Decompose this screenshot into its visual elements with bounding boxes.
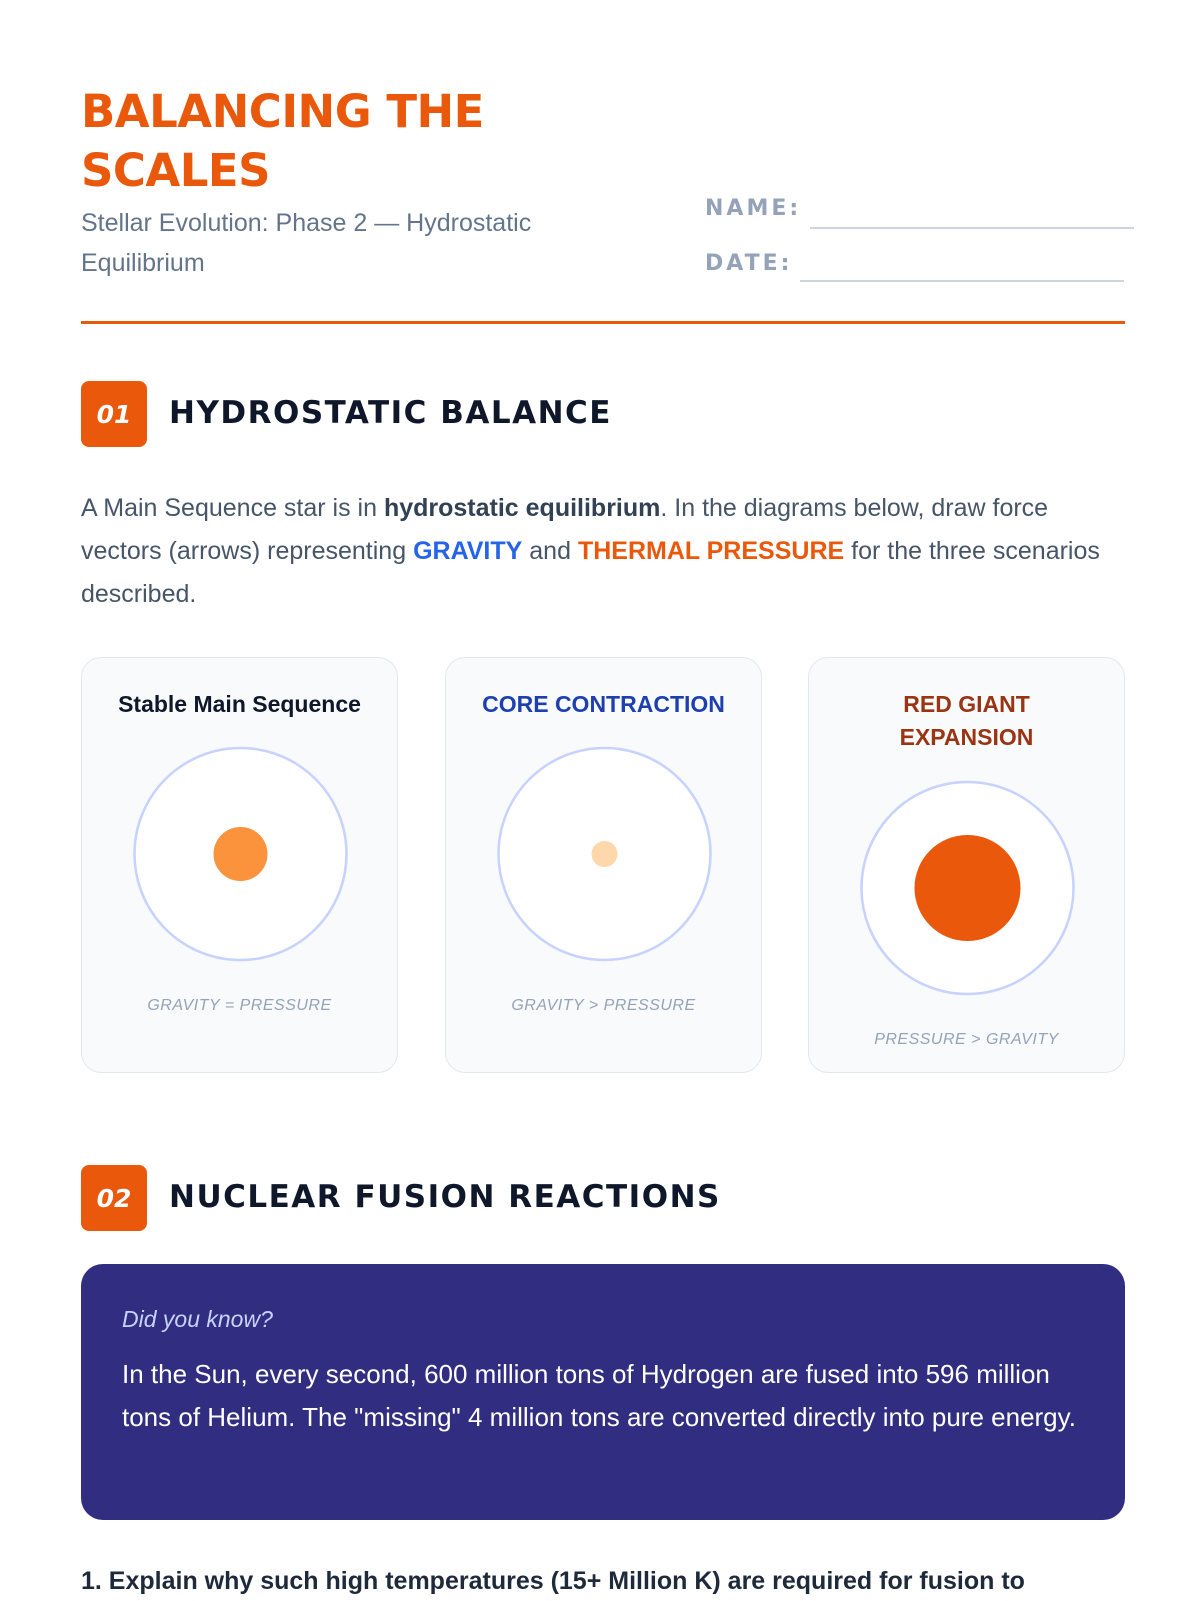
thermal-pressure-keyword: THERMAL PRESSURE [577, 537, 845, 565]
section-2-title: NUCLEAR FUSION REACTIONS [169, 1179, 721, 1215]
card-title: CORE CONTRACTION [482, 691, 725, 717]
diagram-card-core-contraction [445, 657, 762, 1073]
name-label: NAME: [705, 196, 802, 221]
section-1-title: HYDROSTATIC BALANCE [169, 395, 612, 431]
card-caption: PRESSURE > GRAVITY [874, 1031, 1059, 1048]
date-label: DATE: [705, 251, 793, 276]
star-core [915, 835, 1021, 941]
intro-text-1: A Main Sequence star is in [81, 494, 384, 522]
star-diagram[interactable] [82, 746, 399, 962]
page-subtitle: Stellar Evolution: Phase 2 — Hydrostatic Equilibrium [81, 209, 532, 277]
intro-bold-term: hydrostatic equilibrium [383, 494, 661, 522]
star-core [592, 841, 618, 867]
section-1-number-badge: 01 [81, 381, 147, 447]
intro-text-4: for the three scenarios described. [81, 537, 1100, 608]
page-title: BALANCING THE SCALES [81, 85, 484, 197]
callout-text: In the Sun, every second, 600 million tons of Hydrogen are fused into 596 million tons of Helium. The "missing" 4 million tons are converted directly into pure energy. [122, 1359, 1076, 1432]
star-diagram[interactable] [809, 780, 1126, 996]
callout-label: Did you know? [122, 1306, 273, 1332]
date-field[interactable] [800, 280, 1124, 282]
section-1-instructions [81, 487, 1131, 616]
card-caption: GRAVITY = PRESSURE [147, 997, 332, 1014]
star-diagram[interactable] [446, 746, 763, 962]
section-2-number-badge: 02 [81, 1165, 147, 1231]
did-you-know-callout [81, 1264, 1125, 1520]
card-title: RED GIANT EXPANSION [899, 691, 1034, 750]
intro-text-3: and [522, 537, 578, 565]
header-divider [81, 321, 1125, 324]
card-title: Stable Main Sequence [118, 691, 361, 717]
name-field[interactable] [810, 227, 1134, 229]
diagram-card-stable [81, 657, 398, 1073]
intro-text-2: . In the diagrams below, draw force vectors (arrows) representing [81, 494, 1049, 565]
gravity-keyword: GRAVITY [413, 537, 523, 565]
card-caption: GRAVITY > PRESSURE [511, 997, 696, 1014]
diagram-card-red-giant [808, 657, 1125, 1073]
star-core [214, 827, 268, 881]
question-1: 1. Explain why such high temperatures (15+ Million K) are required for fusion to [81, 1567, 1025, 1595]
